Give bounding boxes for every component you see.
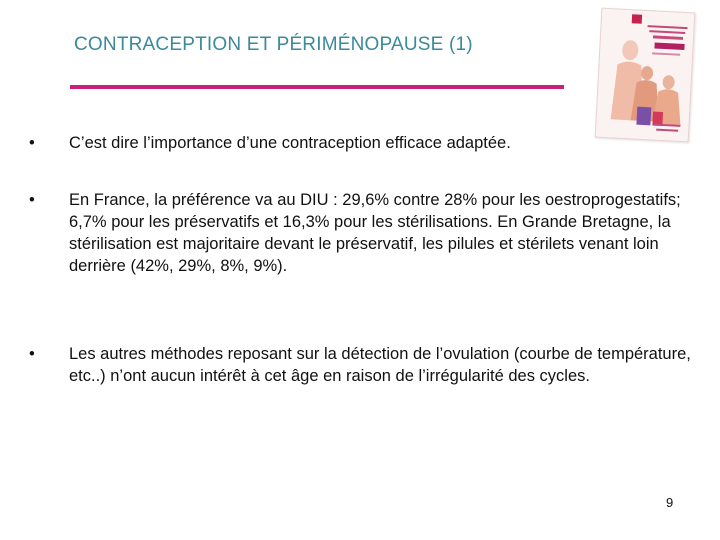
book-cover-image [595, 8, 696, 143]
bullet-marker: • [29, 345, 35, 363]
bullet-item [29, 189, 709, 277]
bullet-marker: • [29, 191, 35, 209]
page-number: 9 [666, 495, 674, 510]
bullet-item [29, 132, 709, 154]
book-cover-thumbnail-icon [596, 9, 695, 142]
title-underline [70, 85, 564, 89]
bullet-marker: • [29, 134, 35, 152]
slide-title: CONTRACEPTION ET PÉRIMÉNOPAUSE (1) [74, 34, 473, 55]
bullet-item [29, 343, 709, 387]
bullet-text: Les autres méthodes reposant sur la détection de l’ovulation (courbe de température, etc..) n’ont aucun intérêt à cet âge en raison de l’irrégularité des cycles. [69, 345, 691, 385]
bullet-text: C’est dire l’importance d’une contraception efficace adaptée. [69, 134, 511, 152]
bullet-text: En France, la préférence va au DIU : 29,6% contre 28% pour les oestroprogestatifs; 6,7% pour les préservatifs et 16,3% pour les stérilisations. En Grande Bretagne, la stérilisation est majoritaire devant le préservatif, les pilules et stérilets venant loin derrière (42%, 29%, 8%, 9%). [69, 191, 681, 275]
